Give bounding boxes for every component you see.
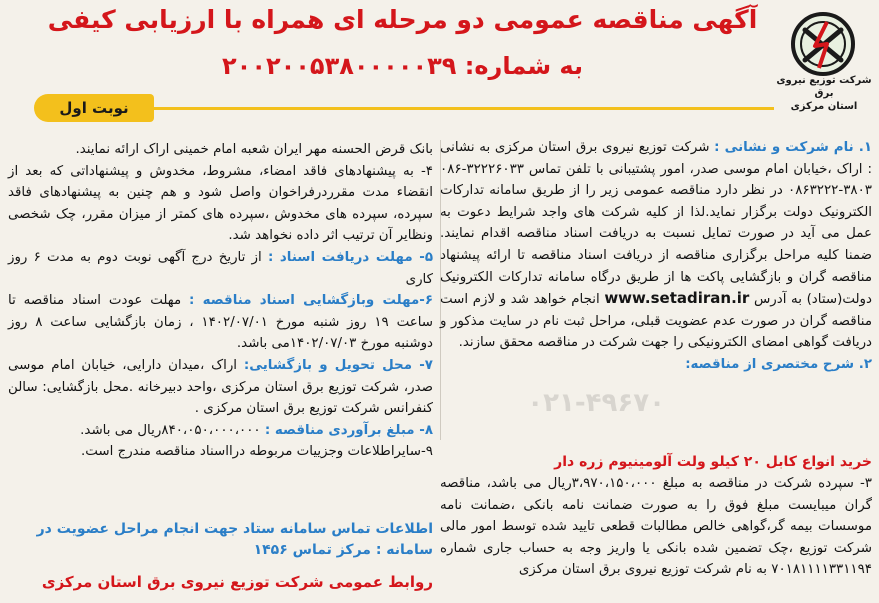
section-4-text: ۴- به پیشنهادهای فاقد امضاء، مشروط، مخدوش و پیشنهاداتی که بعد از انقضاء مدت مقرردرفراخوان واصل شود و هم چنین به پیشنهادهای فاقد سپرده، سپرده های مخدوش ،سپرده های کمتر از میزان مقرر، چک شخصی ونظایر آن ترتیب اثر داده نخواهد شد. — [8, 163, 433, 244]
section-1-text-2: انجام خواهد شد و لازم است مناقصه گران در صورت عدم عضویت قبلی، مراحل ثبت نام در سایت مذکور و دریافت گواهی امضای الکترونیکی را جهت شرکت در مناقصه محقق سازند. — [440, 292, 872, 351]
section-8 — [8, 420, 433, 442]
section-7-heading: ۷- محل تحویل و بازگشایی: — [243, 357, 433, 373]
watermark: ۰۲۱-۴۹۶۷۰ — [527, 388, 665, 418]
bank-text: بانک قرض الحسنه مهر ایران شعبه امام خمینی اراک ارائه نمایند. — [75, 142, 433, 157]
section-3-text: ۳- سپرده شرکت در مناقصه به مبلغ ۳،۹۷۰،۱۵۰،۰۰۰ریال می باشد، مناقصه گران میبایست مبلغ فوق را به صورت ضمانت نامه بانکی ،ضمانت نامه موسسات بیمه گر،گواهی خالص مطالبات قطعی تایید شده توسط امور مالی شرکت توزیع ،چک تضمین شده بانکی یا واریز وجه به حساب جاری شماره ۷۰۱۸۱۱۱۱۳۳۱۱۹۴ به نام شرکت توزیع نیروی برق استان مرکزی — [440, 476, 872, 578]
section-7-text: اراک ،میدان دارایی، خیابان امام موسی صدر، شرکت توزیع برق استان مرکزی ،واحد دبیرخانه .محل بازگشایی: سالن کنفرانس شرکت توزیع برق استان مرکزی . — [8, 357, 433, 417]
section-6-heading: ۶-مهلت وبازگشایی اسناد مناقصه : — [189, 293, 433, 309]
round-badge: نوبت اول — [34, 94, 154, 122]
left-column — [8, 139, 433, 463]
section-3 — [440, 473, 872, 581]
notice-number: به شماره: ۲۰۰۲۰۰۵۳۸۰۰۰۰۰۳۹ — [222, 52, 583, 80]
footer-signature: روابط عمومی شرکت توزیع نیروی برق استان مرکزی — [41, 573, 433, 591]
section-9-text: ۹-سایراطلاعات وجزییات مربوطه درااسناد مناقصه مندرج است. — [80, 444, 433, 460]
section-1-text: شرکت توزیع نیروی برق استان مرکزی به نشانی : اراک ،خیابان امام موسی صدر، امور پشتیبانی با تلفن تماس ۳۲۲۲۶۰۳۳-۰۸۶ ۳۸۰۳-۰۸۶۳۲۲۲ در نظر دارد مناقصه عمومی زیر را از طریق سامانه تدارکات الکترونیک دولت برگزار نماید.لذا از کلیه شرکت های واجد شرایط دعوت به عمل می آید در صورت تمایل نسبت به دریافت اسناد مناقصه اقدام نمایند. ضمنا کلیه مراحل برگزاری مناقصه از دریافت اسناد مناقصه تا ارائه پیشنهاد مناقصه گران و بازگشایی پاکت ها از طریق درگاه سامانه تدارکات الکترونیک دولت(ستاد) به آدرس — [440, 140, 872, 308]
header-divider — [154, 107, 774, 110]
section-7 — [8, 355, 433, 420]
section-8-heading: ۸- مبلغ برآوردی مناقصه : — [264, 422, 433, 438]
section-2-heading: ۲. شرح مختصری از مناقصه: — [685, 356, 872, 372]
contact-info: اطلاعات تماس سامانه ستاد جهت انجام مراحل عضویت در سامانه : مرکز تماس ۱۴۵۶ — [36, 521, 433, 558]
right-column — [440, 137, 872, 376]
company-logo-name: شرکت توزیع نیروی برق استان مرکزی — [776, 75, 872, 112]
section-5-text: از تاریخ درج آگهی نوبت دوم به مدت ۶ روز کاری — [8, 249, 433, 287]
notice-title: آگهی مناقصه عمومی دو مرحله ای همراه با ارزیابی کیفی — [47, 5, 758, 34]
section-5 — [8, 247, 433, 290]
section-8-text: ۸۴۰،۰۵۰،۰۰۰،۰۰۰ریال می باشد. — [80, 422, 261, 438]
section-6 — [8, 290, 433, 355]
section-6-text: مهلت عودت اسناد مناقصه تا ساعت ۱۹ روز شنبه مورخ ۱۴۰۲/۰۷/۰۱ ، زمان بازگشایی ساعت ۸ روز دوشنبه مورخ ۱۴۰۲/۰۷/۰۳می باشد. — [8, 293, 434, 352]
section-1 — [440, 137, 872, 354]
setad-url: www.setadiran.ir — [604, 289, 750, 308]
section-1-heading: ۱. نام شرکت و نشانی : — [714, 140, 872, 155]
section-5-heading: ۵- مهلت دریافت اسناد : — [267, 249, 433, 265]
section-2-subject: خرید انواع کابل ۲۰ کیلو ولت آلومینیوم زره دار — [554, 454, 872, 470]
